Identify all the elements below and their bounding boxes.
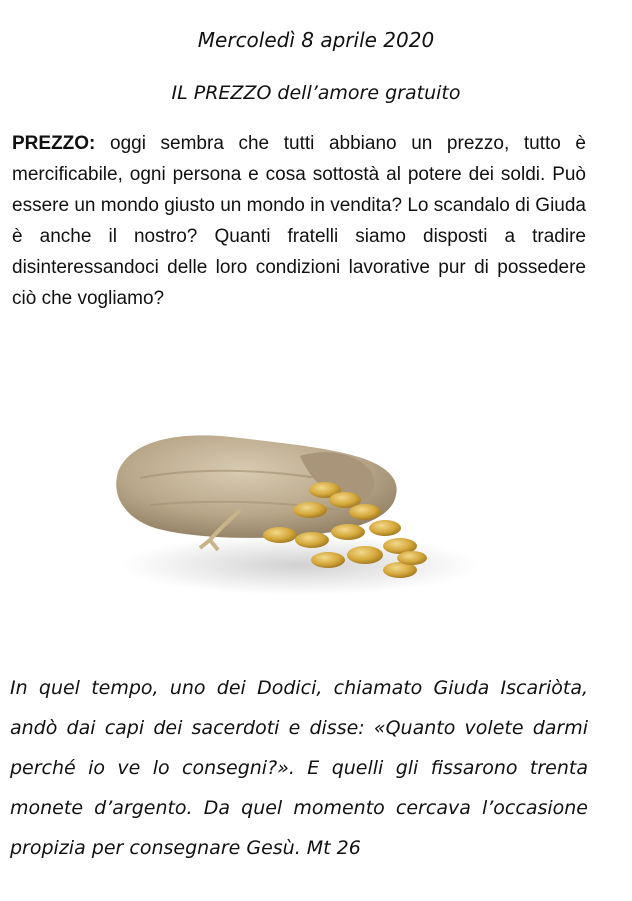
gospel-quote: In quel tempo, uno dei Dodici, chiamato Giuda Iscariòta, andò dai capi dei sacerdoti e disse: «Quanto volete darmi perché io ve lo consegni?». E quelli gli fissarono trenta monete d’argento. Da quel momento cercava l’occasione propizia per consegnare Gesù. Mt 26 xyxy=(10,677,588,859)
date-heading: Mercoledì 8 aprile 2020 xyxy=(197,28,435,52)
reflection-paragraph xyxy=(12,128,586,314)
keyword-term: PREZZO: xyxy=(12,133,96,154)
money-sack-illustration xyxy=(100,360,496,625)
page-title: IL PREZZO dell’amore gratuito xyxy=(171,82,461,104)
money-sack-image xyxy=(100,360,496,625)
reflection-text: oggi sembra che tutti abbiano un prezzo, tutto è mercificabile, ogni persona e cosa sottostà al potere dei soldi. Può essere un mondo giusto un mondo in vendita? Lo scandalo di Giuda è anche il nostro? Quanti fratelli siamo disposti a tradire disinteressandoci delle loro condizioni lavorative pur di possedere ciò che vogliamo? xyxy=(12,133,586,309)
